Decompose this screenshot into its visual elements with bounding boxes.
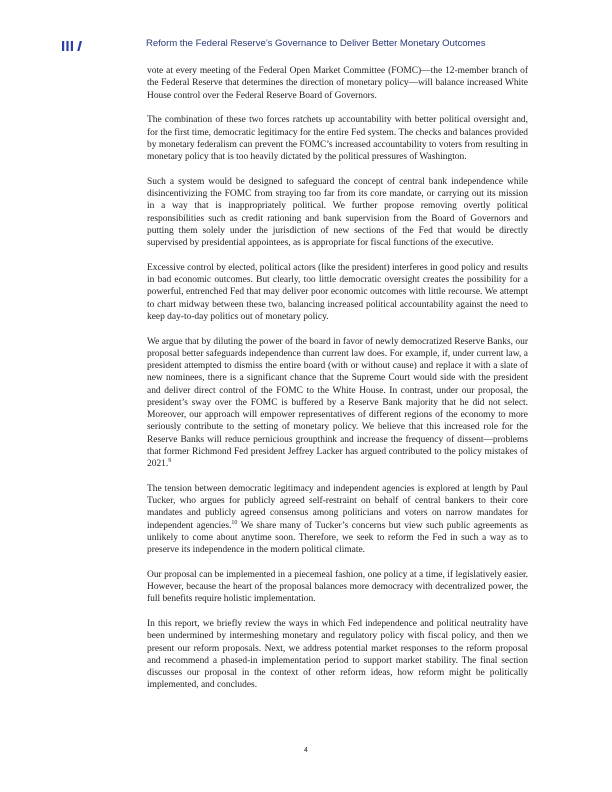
logo-bars-graphic: [62, 41, 82, 51]
running-header-title: Reform the Federal Reserve’s Governance to Deliver Better Monetary Outcomes: [146, 38, 486, 49]
paragraph-2: [147, 114, 528, 163]
page-number: 4: [304, 747, 308, 754]
paragraph-text: Our proposal can be implemented in a piecemeal fashion, one policy at a time, if legislatively easier. However, because the heart of the proposal balances more democracy with decentralized power, the full benefits require holistic implementation.: [147, 569, 528, 605]
footnote-ref-10[interactable]: 10: [231, 519, 238, 526]
paragraph-1: [147, 65, 528, 102]
paragraph-3: [147, 176, 528, 250]
paragraph-text: The combination of these two forces ratchets up accountability with better political oversight and, for the first time, democratic legitimacy for the entire Fed system. The checks and balances provided by monetary federalism can prevent the FOMC’s increased accountability to voters from resulting in monetary policy that is too heavily dictated by the political pressures of Washington.: [147, 115, 528, 162]
paragraph-text: We share many of Tucker’s concerns but view such public agreements as unlikely to come about anytime soon. Therefore, we seek to reform the Fed in such a way as to preserve its independence in the modern political climate.: [147, 520, 528, 555]
footnote-ref-9[interactable]: 9: [168, 457, 172, 464]
paragraph-7: [147, 569, 528, 606]
paragraph-text: vote at every meeting of the Federal Open Market Committee (FOMC)—the 12-member branch of the Federal Reserve that determines the direction of monetary policy—will balance increased White House control over the Federal Reserve Board of Governors.: [147, 66, 528, 101]
paragraph-6: [147, 483, 528, 557]
paragraph-text: The tension between democratic legitimacy and independent agencies is explored at length by Paul Tucker, who argues for publicly agreed self-restraint on behalf of central bankers to their core mandates and publicly agreed consensus among politicians and voters on narrow mandates for independent agencies.: [147, 483, 528, 531]
body-text: [147, 65, 528, 692]
paragraph-text: Excessive control by elected, political actors (like the president) interferes in good policy and results in bad economic outcomes. But clearly, too little democratic oversight creates the possibility for a powerful, entrenched Fed that may deliver poor economic outcomes with little recourse. We attempt to chart midway between these two, balancing increased political accountability against the need to keep day-to-day politics out of monetary policy.: [147, 262, 528, 322]
paragraph-text: In this report, we briefly review the ways in which Fed independence and political neutrality have been undermined by intermeshing monetary and regulatory policy with fiscal policy, and then we present our reform proposals. Next, we address potential market responses to the reform proposal and recommend a phased-in implementation period to support market stability. The final section discusses our proposal in the context of other reform ideas, how reform might be politically implemented, and concludes.: [147, 619, 528, 691]
paragraph-text: We argue that by diluting the power of the board in favor of newly democratized Reserve Banks, our proposal better safeguards independence than current law does. For example, if, under current law, a president attempted to dismiss the entire board (with or without cause) and replace it with a slate of new nominees, there is a significant chance that the Supreme Court would side with the president and deliver direct control of the FOMC to the White House. In contrast, under our proposal, the president’s sway over the FOMC is buffered by a Reserve Bank majority that he did not select. Moreover, our approach will empower representatives of different regions of the economy to more seriously contribute to the setting of monetary policy. We believe that this increased role for the Reserve Banks will reduce pernicious groupthink and increase the frequency of dissent—problems that former Richmond Fed president Jeffrey Lacker has argued contributed to the policy mistakes of 2021.: [147, 336, 528, 469]
paragraph-4: [147, 262, 528, 323]
paragraph-5: [147, 336, 528, 471]
institute-logo-icon: [62, 38, 82, 48]
paragraph-text: Such a system would be designed to safeguard the concept of central bank independence while disincentivizing the FOMC from straying too far from its core mandate, or carrying out its mission in a way that is inappropriately political. We further propose removing overtly political responsibilities such as credit rationing and bank supervision from the Board of Governors and putting them solely under the jurisdiction of new sections of the Fed that would be directly supervised by presidential appointees, as is appropriate for fiscal functions of the executive.: [147, 176, 528, 248]
paragraph-8: [147, 618, 528, 692]
